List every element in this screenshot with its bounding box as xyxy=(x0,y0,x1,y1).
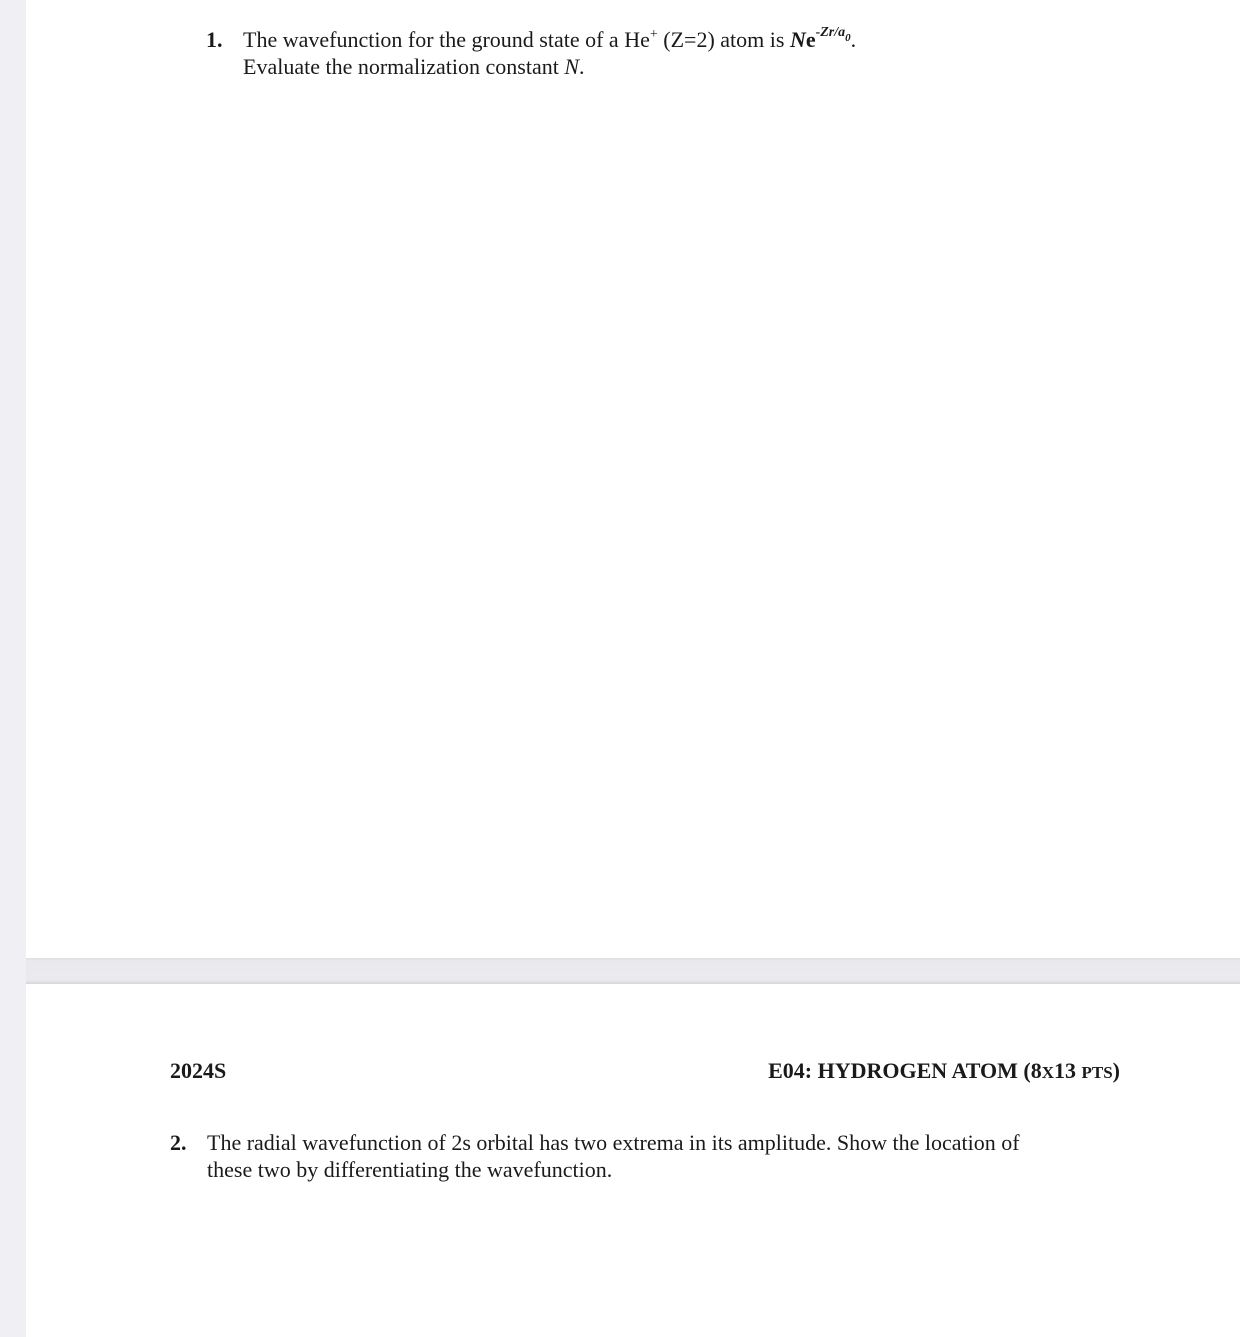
question-2-text xyxy=(207,1129,1020,1183)
wavefunction-expression xyxy=(790,27,851,52)
question-2-number: 2. xyxy=(170,1130,187,1155)
question-1-line-1 xyxy=(243,26,856,53)
question-1-text xyxy=(243,26,856,80)
header-title-pts: PTS xyxy=(1081,1063,1113,1082)
page-header-title xyxy=(768,1058,1120,1084)
question-2-line-2: these two by differentiating the wavefunction. xyxy=(207,1157,613,1182)
header-title-close: ) xyxy=(1112,1058,1120,1083)
document-page-1 xyxy=(26,0,1240,958)
question-1-line-1-end: . xyxy=(850,27,857,52)
question-1-line-2-end: . xyxy=(579,54,585,79)
normalization-variable: N xyxy=(564,54,580,79)
header-title-num: 13 xyxy=(1053,1058,1082,1083)
exponential-base: e xyxy=(805,27,816,52)
wavefunction-exponent-subscript: 0 xyxy=(845,32,851,44)
page-header-semester: 2024S xyxy=(170,1058,227,1083)
question-2-line-1: The radial wavefunction of 2s orbital has two extrema in its amplitude. Show the location of xyxy=(207,1130,1020,1155)
ion-charge: + xyxy=(649,27,658,42)
header-title-x: X xyxy=(1041,1063,1054,1082)
wavefunction-exponent: -Zr/a xyxy=(815,25,846,40)
header-title-main: E04: HYDROGEN ATOM (8 xyxy=(768,1058,1042,1083)
question-1-line-1-prefix: The wavefunction for the ground state of a He xyxy=(243,27,650,52)
question-1-line-2 xyxy=(243,53,856,80)
question-1-number: 1. xyxy=(206,27,223,52)
question-1-line-1-middle: (Z=2) atom is xyxy=(657,27,790,52)
document-page-2 xyxy=(26,984,1240,1337)
normalization-symbol: N xyxy=(789,27,806,52)
page-gap xyxy=(26,958,1240,984)
question-1-line-2-prefix: Evaluate the normalization constant xyxy=(243,54,565,79)
